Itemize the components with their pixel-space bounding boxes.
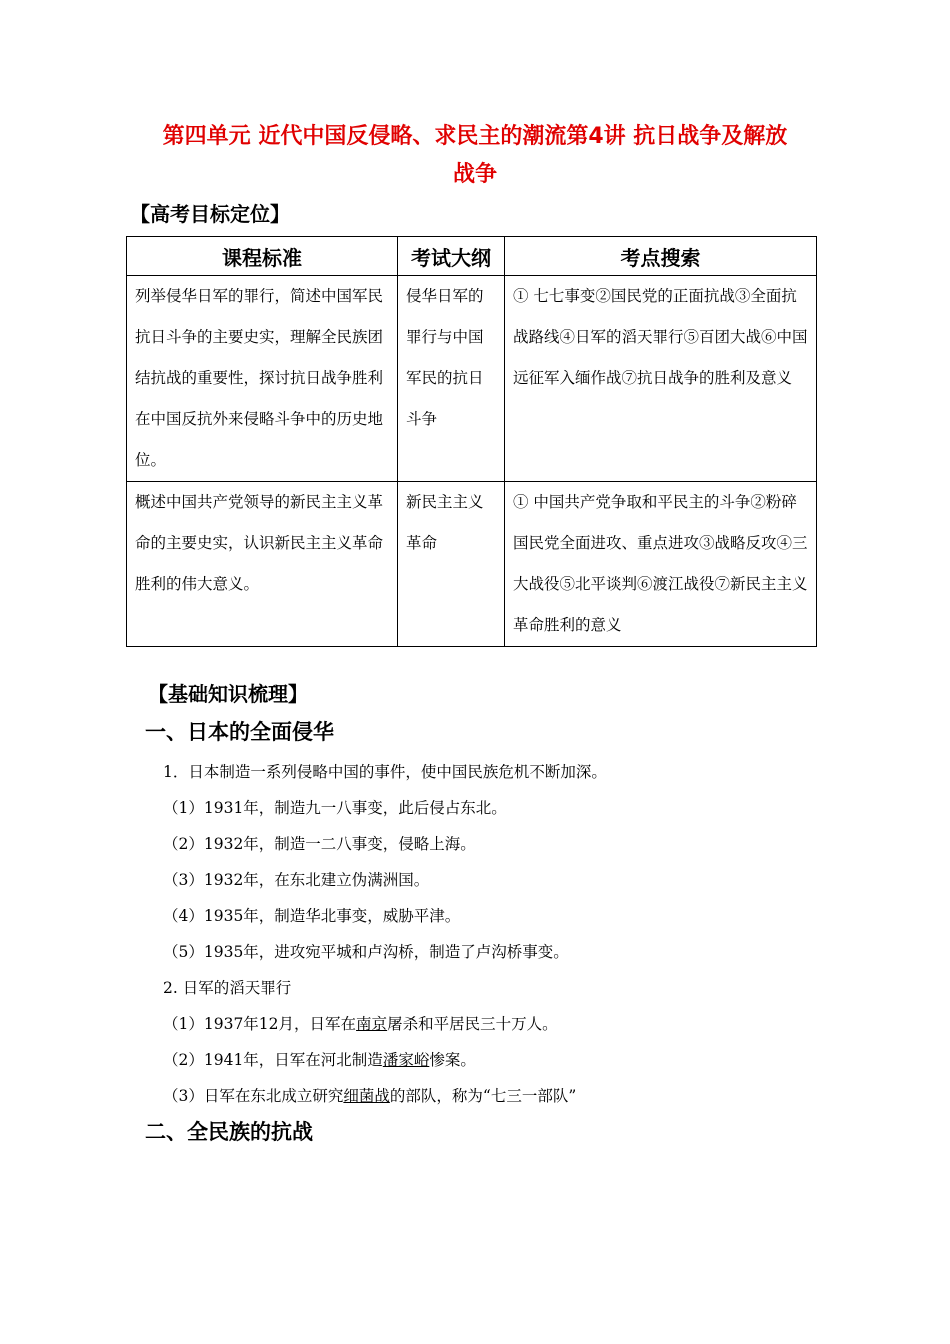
part1-sub-4: （4）1935年，制造华北事变，威胁平津。 bbox=[163, 907, 461, 925]
section-basic-heading: 【基础知识梳理】 bbox=[148, 682, 308, 706]
crime-1-post: 屠杀和平居民三十万人。 bbox=[387, 1015, 558, 1033]
header-outline: 考试大纲 bbox=[398, 237, 505, 276]
cell-standard: 列举侵华日军的罪行，简述中国军民抗日斗争的主要史实，理解全民族团结抗战的重要性，探讨抗日战争胜利在中国反抗外来侵略斗争中的历史地位。 bbox=[127, 276, 398, 482]
part1-sub-1: （1）1931年，制造九一八事变，此后侵占东北。 bbox=[163, 799, 507, 817]
part1-sub-3: （3）1932年，在东北建立伪满洲国。 bbox=[163, 871, 430, 889]
part1-item-1: 1．日本制造一系列侵略中国的事件，使中国民族危机不断加深。 bbox=[163, 763, 607, 781]
crime-3-underlined: 细菌战 bbox=[343, 1087, 390, 1105]
title-line-1: 第四单元 近代中国反侵略、求民主的潮流第4讲 抗日战争及解放 bbox=[162, 124, 788, 149]
crime-2-underlined: 潘家峪 bbox=[382, 1051, 430, 1069]
crime-1-pre: （1）1937年12月，日军在 bbox=[163, 1015, 357, 1033]
part1-crime-3 bbox=[163, 1084, 576, 1106]
cell-standard: 概述中国共产党领导的新民主主义革命的主要史实，认识新民主主义革命胜利的伟大意义。 bbox=[127, 482, 398, 647]
cell-outline: 侵华日军的罪行与中国军民的抗日斗争 bbox=[398, 276, 505, 482]
cell-points: ① 七七事变②国民党的正面抗战③全面抗战路线④日军的滔天罪行⑤百团大战⑥中国远征军入缅作战⑦抗日战争的胜利及意义 bbox=[505, 276, 817, 482]
cell-outline: 新民主主义革命 bbox=[398, 482, 505, 647]
crime-3-pre: （3）日军在东北成立研究 bbox=[163, 1087, 344, 1105]
goal-table bbox=[126, 236, 817, 647]
cell-points: ① 中国共产党争取和平民主的斗争②粉碎国民党全面进攻、重点进攻③战略反攻④三大战役⑤北平谈判⑥渡江战役⑦新民主主义革命胜利的意义 bbox=[505, 482, 817, 647]
part1-heading: 一、日本的全面侵华 bbox=[145, 720, 334, 744]
header-standard: 课程标准 bbox=[127, 237, 398, 276]
crime-2-post: 惨案。 bbox=[429, 1051, 476, 1069]
part2-heading: 二、全民族的抗战 bbox=[145, 1120, 313, 1144]
title-line-2: 战争 bbox=[452, 162, 497, 187]
document-title bbox=[130, 118, 820, 194]
table-row bbox=[127, 276, 817, 482]
header-points: 考点搜索 bbox=[505, 237, 817, 276]
part1-sub-2: （2）1932年，制造一二八事变，侵略上海。 bbox=[163, 835, 476, 853]
section-goal-heading: 【高考目标定位】 bbox=[130, 202, 290, 226]
crime-1-underlined: 南京 bbox=[356, 1015, 388, 1033]
part1-crime-1 bbox=[163, 1012, 558, 1034]
part1-crime-2 bbox=[163, 1048, 476, 1070]
table-row bbox=[127, 482, 817, 647]
part1-sub-5: （5）1935年，进攻宛平城和卢沟桥，制造了卢沟桥事变。 bbox=[163, 943, 569, 961]
part1-item-2: 2. 日军的滔天罪行 bbox=[163, 979, 292, 997]
crime-2-pre: （2）1941年，日军在河北制造 bbox=[163, 1051, 383, 1069]
crime-3-post: 的部队，称为“七三一部队” bbox=[389, 1087, 577, 1105]
table-header-row bbox=[127, 237, 817, 276]
